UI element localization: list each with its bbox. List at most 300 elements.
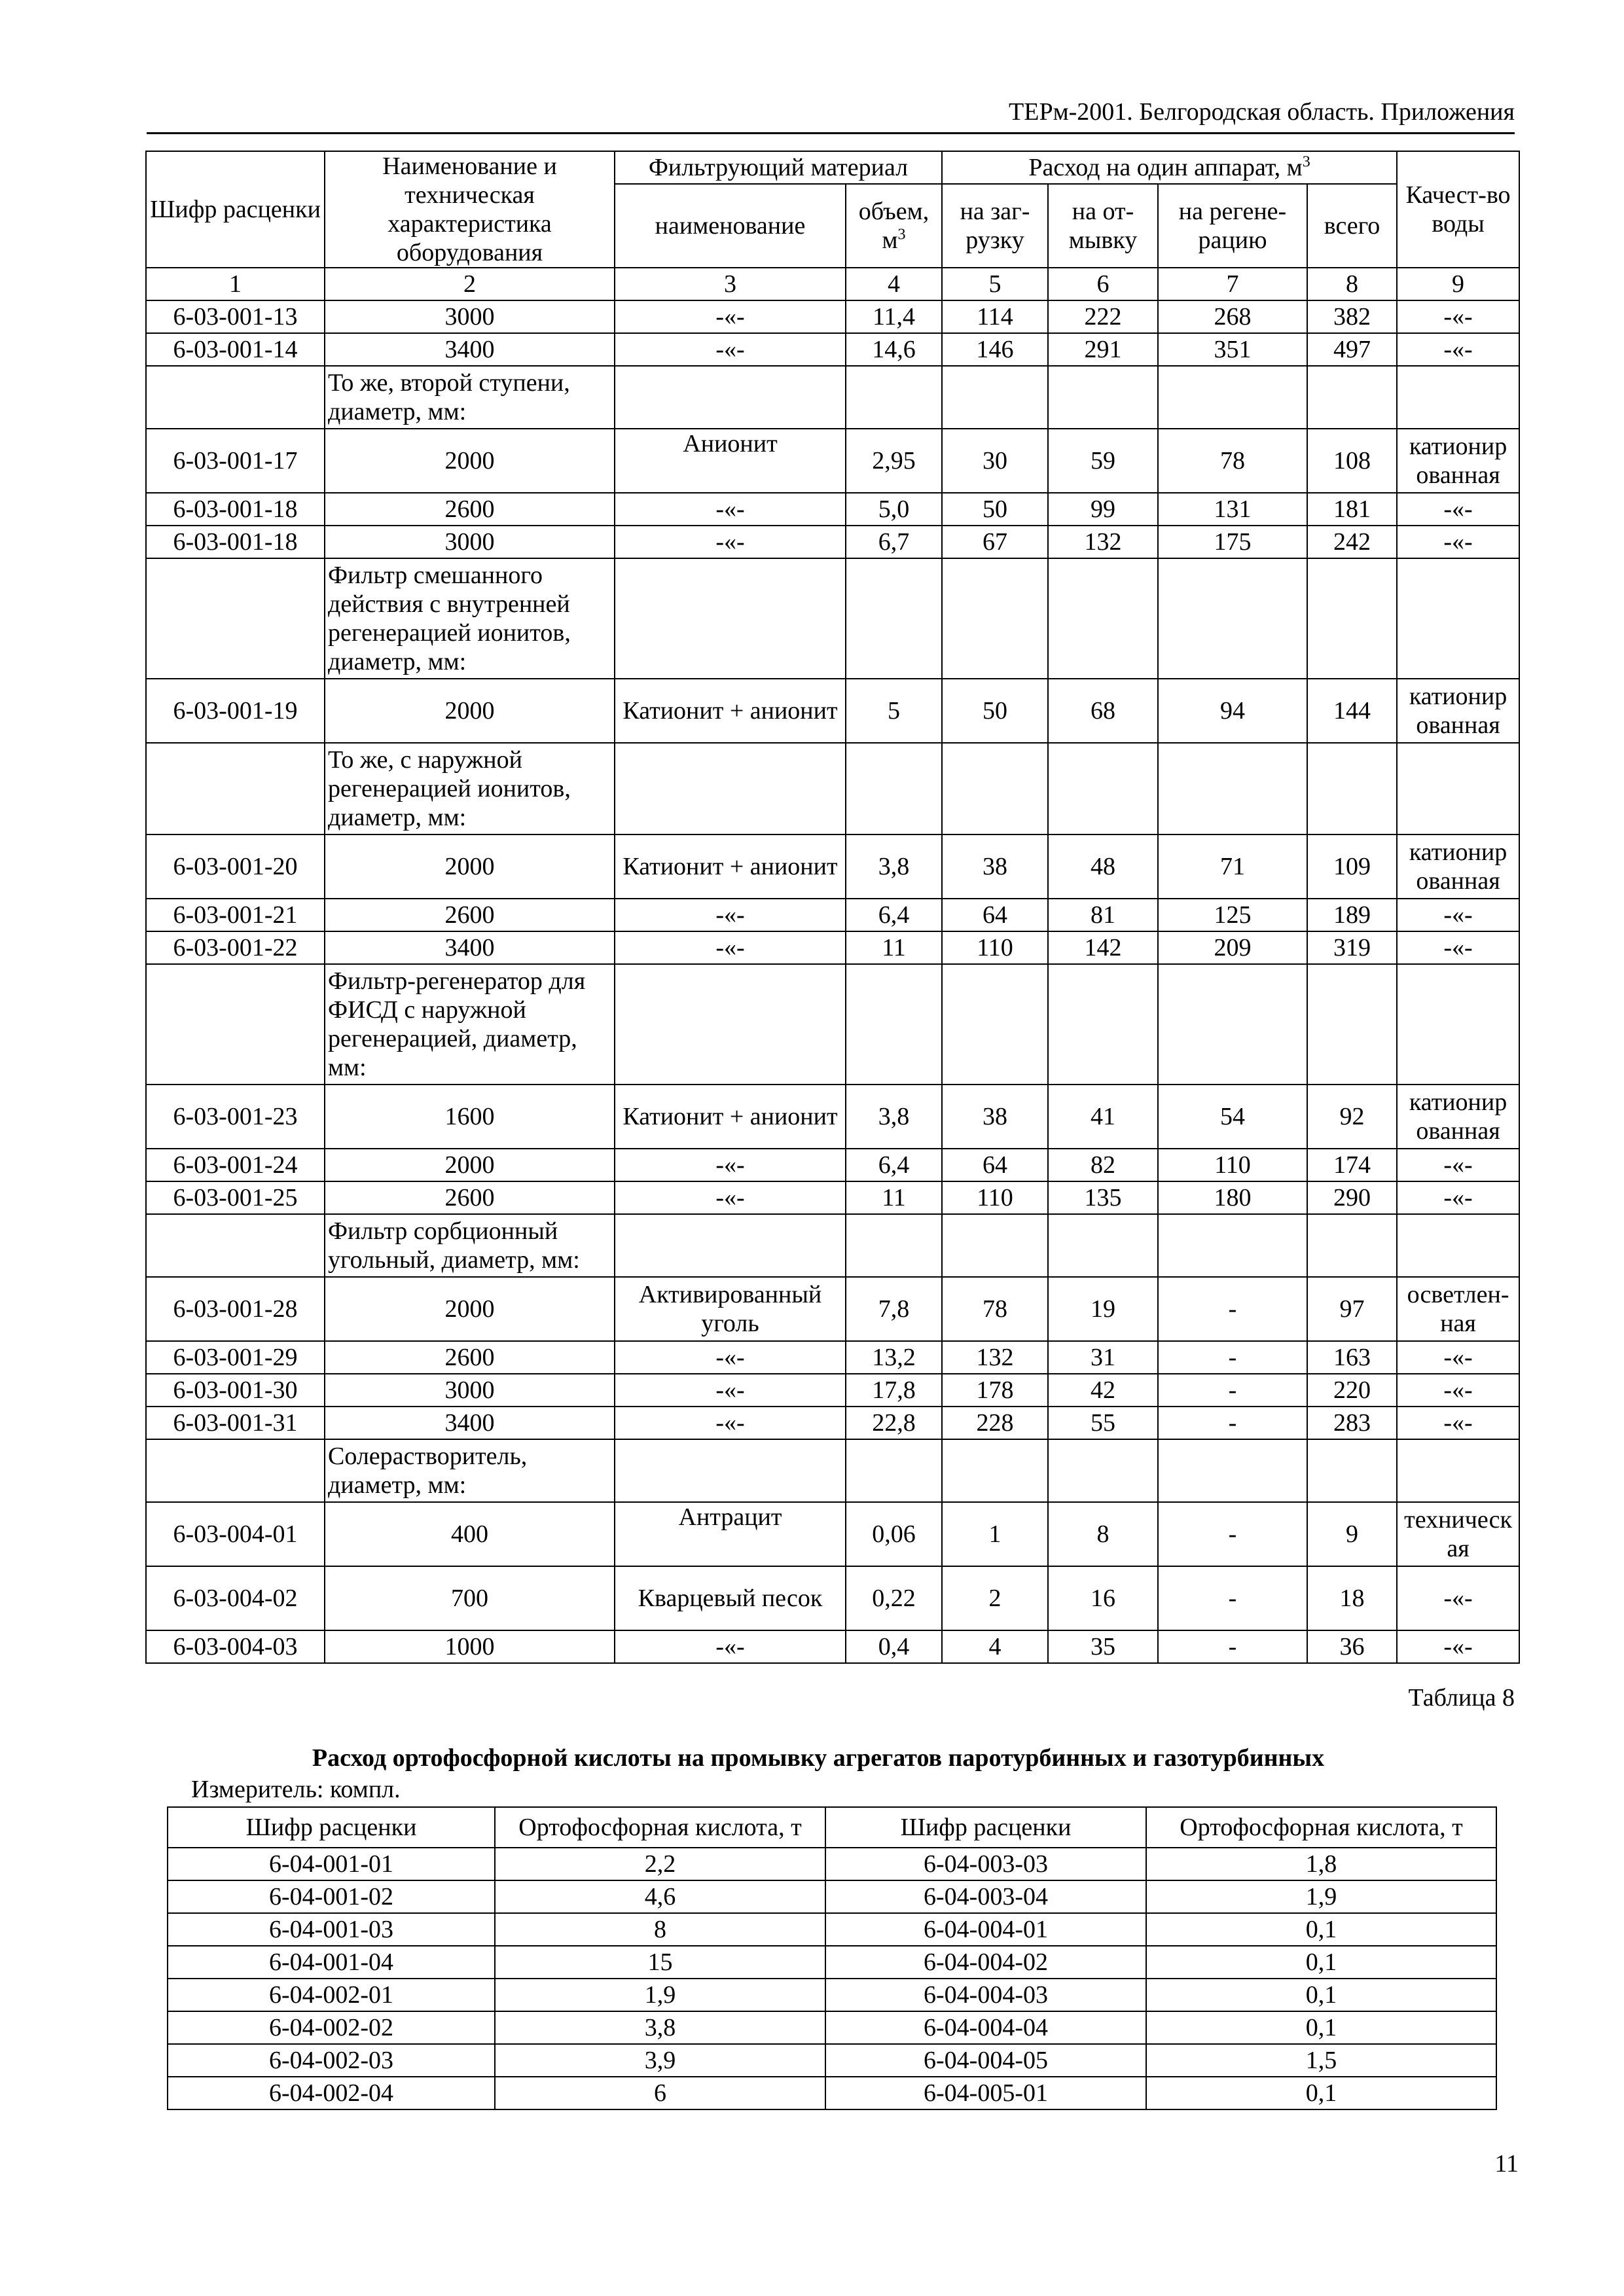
table-row	[146, 1566, 1519, 1630]
t8-code-cell: 6-04-004-02	[825, 1946, 1146, 1979]
washing-cell: 135	[1048, 1181, 1158, 1214]
quality-cell: -«-	[1397, 1374, 1519, 1407]
code-cell: 6-03-004-02	[146, 1566, 325, 1630]
empty-cell	[1158, 743, 1307, 834]
code-cell: 6-03-001-29	[146, 1341, 325, 1374]
empty-cell	[1048, 743, 1158, 834]
table-row	[168, 1880, 1496, 1913]
material-cell: -«-	[615, 1630, 846, 1663]
table-row	[146, 1277, 1519, 1341]
regeneration-cell: 94	[1158, 679, 1307, 743]
total-cell: 382	[1307, 300, 1397, 333]
regeneration-cell: 180	[1158, 1181, 1307, 1214]
total-cell: 290	[1307, 1181, 1397, 1214]
empty-cell	[615, 743, 846, 834]
section-title: Фильтр смешанного действия с внутренней регенерацией ионитов, диаметр, мм:	[325, 558, 615, 679]
t8-code-cell: 6-04-002-01	[168, 1979, 495, 2011]
table-row	[146, 834, 1519, 899]
material-cell: -«-	[615, 493, 846, 526]
column-number: 7	[1158, 268, 1307, 300]
column-number: 2	[325, 268, 615, 300]
volume-cell: 5	[846, 679, 942, 743]
quality-cell: -«-	[1397, 1630, 1519, 1663]
regeneration-cell: 125	[1158, 899, 1307, 931]
total-cell: 36	[1307, 1630, 1397, 1663]
code-cell: 6-03-001-18	[146, 493, 325, 526]
code-cell: 6-03-004-03	[146, 1630, 325, 1663]
washing-cell: 16	[1048, 1566, 1158, 1630]
t8-code-cell: 6-04-004-05	[825, 2044, 1146, 2077]
quality-cell: катионир ованная	[1397, 834, 1519, 899]
table-row	[146, 1085, 1519, 1149]
code-cell: 6-03-001-25	[146, 1181, 325, 1214]
empty-cell	[1397, 558, 1519, 679]
table-row	[146, 1181, 1519, 1214]
column-number-row	[146, 268, 1519, 300]
empty-cell	[1397, 1214, 1519, 1277]
table-row	[168, 1979, 1496, 2011]
empty-cell	[1158, 964, 1307, 1085]
t8-code-cell: 6-04-005-01	[825, 2077, 1146, 2109]
table-row	[146, 1374, 1519, 1407]
header-regeneration: на регене-рацию	[1158, 184, 1307, 268]
regeneration-cell: -	[1158, 1277, 1307, 1341]
material-cell: Кварцевый песок	[615, 1566, 846, 1630]
washing-cell: 222	[1048, 300, 1158, 333]
regeneration-cell: 71	[1158, 834, 1307, 899]
t8-header-code-2: Шифр расценки	[825, 1807, 1146, 1848]
total-cell: 18	[1307, 1566, 1397, 1630]
empty-cell	[846, 964, 942, 1085]
total-cell: 92	[1307, 1085, 1397, 1149]
t8-header-acid-1: Ортофосфорная кислота, т	[495, 1807, 825, 1848]
total-cell: 97	[1307, 1277, 1397, 1341]
quality-cell: -«-	[1397, 300, 1519, 333]
column-number: 8	[1307, 268, 1397, 300]
quality-cell: катионир ованная	[1397, 679, 1519, 743]
regeneration-cell: -	[1158, 1374, 1307, 1407]
total-cell: 283	[1307, 1407, 1397, 1439]
washing-cell: 142	[1048, 931, 1158, 964]
diameter-cell: 2000	[325, 429, 615, 493]
washing-cell: 48	[1048, 834, 1158, 899]
column-number: 4	[846, 268, 942, 300]
regeneration-cell: 209	[1158, 931, 1307, 964]
code-cell: 6-03-001-14	[146, 333, 325, 366]
regeneration-cell: -	[1158, 1407, 1307, 1439]
empty-cell	[1048, 366, 1158, 429]
empty-cell	[1048, 1439, 1158, 1502]
table-row	[168, 1913, 1496, 1946]
loading-cell: 114	[942, 300, 1048, 333]
material-cell: -«-	[615, 300, 846, 333]
table-row	[146, 1407, 1519, 1439]
empty-cell	[1048, 558, 1158, 679]
t8-code-cell: 6-04-002-03	[168, 2044, 495, 2077]
table-row	[146, 1149, 1519, 1181]
table-row	[168, 1946, 1496, 1979]
code-cell: 6-03-001-24	[146, 1149, 325, 1181]
header-filter-material: Фильтрующий материал	[615, 151, 942, 184]
total-cell: 163	[1307, 1341, 1397, 1374]
washing-cell: 31	[1048, 1341, 1158, 1374]
section-row	[146, 558, 1519, 679]
empty-cell	[1397, 743, 1519, 834]
loading-cell: 38	[942, 834, 1048, 899]
empty-cell	[1307, 558, 1397, 679]
loading-cell: 2	[942, 1566, 1048, 1630]
material-cell: Катионит + анионит	[615, 679, 846, 743]
diameter-cell: 3400	[325, 931, 615, 964]
washing-cell: 41	[1048, 1085, 1158, 1149]
empty-cell	[146, 366, 325, 429]
material-cell: Активированный уголь	[615, 1277, 846, 1341]
diameter-cell: 2000	[325, 1149, 615, 1181]
volume-cell: 3,8	[846, 834, 942, 899]
t8-acid-cell: 1,8	[1146, 1848, 1496, 1880]
total-cell: 189	[1307, 899, 1397, 931]
quality-cell: -«-	[1397, 899, 1519, 931]
quality-cell: катионир ованная	[1397, 429, 1519, 493]
diameter-cell: 2600	[325, 1181, 615, 1214]
t8-code-cell: 6-04-004-04	[825, 2011, 1146, 2044]
loading-cell: 4	[942, 1630, 1048, 1663]
header-consumption	[942, 151, 1397, 184]
header-material-name: наименование	[615, 184, 846, 268]
loading-cell: 178	[942, 1374, 1048, 1407]
diameter-cell: 2000	[325, 679, 615, 743]
quality-cell: -«-	[1397, 493, 1519, 526]
code-cell: 6-03-001-30	[146, 1374, 325, 1407]
t8-acid-cell: 0,1	[1146, 1979, 1496, 2011]
code-cell: 6-03-001-21	[146, 899, 325, 931]
empty-cell	[146, 1214, 325, 1277]
total-cell: 144	[1307, 679, 1397, 743]
empty-cell	[1158, 1439, 1307, 1502]
section-row	[146, 964, 1519, 1085]
code-cell: 6-03-001-19	[146, 679, 325, 743]
regeneration-cell: -	[1158, 1630, 1307, 1663]
washing-cell: 19	[1048, 1277, 1158, 1341]
diameter-cell: 700	[325, 1566, 615, 1630]
section-title: Фильтр сорбционный угольный, диаметр, мм:	[325, 1214, 615, 1277]
loading-cell: 50	[942, 679, 1048, 743]
table-row	[146, 429, 1519, 493]
t8-code-cell: 6-04-001-03	[168, 1913, 495, 1946]
total-cell: 220	[1307, 1374, 1397, 1407]
header-rule	[147, 132, 1515, 134]
empty-cell	[942, 558, 1048, 679]
loading-cell: 146	[942, 333, 1048, 366]
regeneration-cell: 110	[1158, 1149, 1307, 1181]
diameter-cell: 400	[325, 1502, 615, 1566]
header-water-quality: Качест-во воды	[1397, 151, 1519, 268]
volume-cell: 0,22	[846, 1566, 942, 1630]
code-cell: 6-03-001-31	[146, 1407, 325, 1439]
washing-cell: 35	[1048, 1630, 1158, 1663]
code-cell: 6-03-004-01	[146, 1502, 325, 1566]
quality-cell: -«-	[1397, 333, 1519, 366]
diameter-cell: 2000	[325, 1277, 615, 1341]
diameter-cell: 2600	[325, 493, 615, 526]
diameter-cell: 3400	[325, 1407, 615, 1439]
t8-acid-cell: 3,9	[495, 2044, 825, 2077]
quality-cell: -«-	[1397, 1341, 1519, 1374]
t8-code-cell: 6-04-001-01	[168, 1848, 495, 1880]
volume-cell: 6,4	[846, 899, 942, 931]
t8-acid-cell: 3,8	[495, 2011, 825, 2044]
material-cell: Катионит + анионит	[615, 1085, 846, 1149]
total-cell: 108	[1307, 429, 1397, 493]
phosphoric-acid-table	[167, 1806, 1497, 2110]
empty-cell	[146, 964, 325, 1085]
t8-acid-cell: 4,6	[495, 1880, 825, 1913]
material-cell: -«-	[615, 1341, 846, 1374]
diameter-cell: 2000	[325, 834, 615, 899]
section-title: Солерастворитель, диаметр, мм:	[325, 1439, 615, 1502]
empty-cell	[846, 558, 942, 679]
t8-acid-cell: 15	[495, 1946, 825, 1979]
material-cell: -«-	[615, 1407, 846, 1439]
header-code: Шифр расценки	[146, 151, 325, 268]
header-consumption-text: Расход на один аппарат, м	[1028, 154, 1303, 181]
page-number: 11	[1494, 2150, 1519, 2178]
diameter-cell: 1000	[325, 1630, 615, 1663]
t8-code-cell: 6-04-004-03	[825, 1979, 1146, 2011]
t8-code-cell: 6-04-001-04	[168, 1946, 495, 1979]
material-cell: Анионит	[615, 429, 846, 493]
material-cell: Катионит + анионит	[615, 834, 846, 899]
table-row	[146, 899, 1519, 931]
washing-cell: 59	[1048, 429, 1158, 493]
table-row	[146, 300, 1519, 333]
volume-cell: 7,8	[846, 1277, 942, 1341]
empty-cell	[846, 366, 942, 429]
code-cell: 6-03-001-20	[146, 834, 325, 899]
quality-cell: -«-	[1397, 931, 1519, 964]
volume-cell: 14,6	[846, 333, 942, 366]
t8-header-code-1: Шифр расценки	[168, 1807, 495, 1848]
t8-code-cell: 6-04-003-03	[825, 1848, 1146, 1880]
t8-acid-cell: 8	[495, 1913, 825, 1946]
code-cell: 6-03-001-22	[146, 931, 325, 964]
t8-acid-cell: 1,5	[1146, 2044, 1496, 2077]
header-equipment: Наименование и техническая характеристика оборудования	[325, 151, 615, 268]
empty-cell	[1048, 964, 1158, 1085]
t8-acid-cell: 1,9	[495, 1979, 825, 2011]
regeneration-cell: -	[1158, 1566, 1307, 1630]
loading-cell: 64	[942, 899, 1048, 931]
volume-cell: 5,0	[846, 493, 942, 526]
material-cell: -«-	[615, 1374, 846, 1407]
t8-acid-cell: 0,1	[1146, 2011, 1496, 2044]
empty-cell	[1307, 1214, 1397, 1277]
header-material-volume-text: объем, м	[858, 198, 929, 254]
quality-cell: -«-	[1397, 1149, 1519, 1181]
table8-title: Расход ортофосфорной кислоты на промывку агрегатов паротурбинных и газотурбинных	[312, 1744, 1325, 1772]
volume-cell: 2,95	[846, 429, 942, 493]
empty-cell	[615, 366, 846, 429]
table-row	[146, 333, 1519, 366]
empty-cell	[1397, 964, 1519, 1085]
empty-cell	[942, 1439, 1048, 1502]
empty-cell	[942, 366, 1048, 429]
total-cell: 242	[1307, 526, 1397, 558]
empty-cell	[1307, 964, 1397, 1085]
loading-cell: 67	[942, 526, 1048, 558]
diameter-cell: 2600	[325, 899, 615, 931]
section-row	[146, 743, 1519, 834]
volume-cell: 0,06	[846, 1502, 942, 1566]
section-row	[146, 1214, 1519, 1277]
t8-code-cell: 6-04-003-04	[825, 1880, 1146, 1913]
diameter-cell: 3000	[325, 300, 615, 333]
empty-cell	[1307, 366, 1397, 429]
loading-cell: 64	[942, 1149, 1048, 1181]
loading-cell: 110	[942, 1181, 1048, 1214]
t8-acid-cell: 6	[495, 2077, 825, 2109]
loading-cell: 30	[942, 429, 1048, 493]
t8-acid-cell: 0,1	[1146, 1913, 1496, 1946]
running-header: ТЕРм-2001. Белгородская область. Приложения	[1009, 98, 1515, 126]
empty-cell	[615, 558, 846, 679]
empty-cell	[615, 964, 846, 1085]
code-cell: 6-03-001-13	[146, 300, 325, 333]
material-cell: -«-	[615, 899, 846, 931]
loading-cell: 132	[942, 1341, 1048, 1374]
t8-acid-cell: 2,2	[495, 1848, 825, 1880]
quality-cell: осветлен-ная	[1397, 1277, 1519, 1341]
table8-unit: Измеритель: компл.	[191, 1776, 401, 1803]
code-cell: 6-03-001-28	[146, 1277, 325, 1341]
t8-acid-cell: 0,1	[1146, 2077, 1496, 2109]
empty-cell	[1158, 558, 1307, 679]
empty-cell	[942, 1214, 1048, 1277]
material-cell: -«-	[615, 526, 846, 558]
empty-cell	[942, 743, 1048, 834]
diameter-cell: 2600	[325, 1341, 615, 1374]
table8-caption: Таблица 8	[1408, 1684, 1515, 1712]
empty-cell	[146, 558, 325, 679]
empty-cell	[615, 1439, 846, 1502]
t8-code-cell: 6-04-002-02	[168, 2011, 495, 2044]
table-row	[146, 679, 1519, 743]
total-cell: 9	[1307, 1502, 1397, 1566]
diameter-cell: 1600	[325, 1085, 615, 1149]
code-cell: 6-03-001-23	[146, 1085, 325, 1149]
regeneration-cell: 131	[1158, 493, 1307, 526]
washing-cell: 82	[1048, 1149, 1158, 1181]
diameter-cell: 3400	[325, 333, 615, 366]
material-cell: Антрацит	[615, 1502, 846, 1566]
regeneration-cell: -	[1158, 1341, 1307, 1374]
section-title: То же, второй ступени, диаметр, мм:	[325, 366, 615, 429]
section-title: То же, с наружной регенерацией ионитов, диаметр, мм:	[325, 743, 615, 834]
regeneration-cell: -	[1158, 1502, 1307, 1566]
volume-cell: 0,4	[846, 1630, 942, 1663]
quality-cell: -«-	[1397, 1407, 1519, 1439]
washing-cell: 291	[1048, 333, 1158, 366]
loading-cell: 50	[942, 493, 1048, 526]
column-number: 5	[942, 268, 1048, 300]
empty-cell	[146, 1439, 325, 1502]
quality-cell: техническ ая	[1397, 1502, 1519, 1566]
empty-cell	[1158, 1214, 1307, 1277]
washing-cell: 81	[1048, 899, 1158, 931]
table-row	[146, 931, 1519, 964]
volume-cell: 11	[846, 931, 942, 964]
column-number: 9	[1397, 268, 1519, 300]
empty-cell	[146, 743, 325, 834]
volume-cell: 3,8	[846, 1085, 942, 1149]
table-row	[168, 2077, 1496, 2109]
quality-cell: катионир ованная	[1397, 1085, 1519, 1149]
empty-cell	[1307, 1439, 1397, 1502]
regeneration-cell: 54	[1158, 1085, 1307, 1149]
loading-cell: 78	[942, 1277, 1048, 1341]
volume-cell: 11,4	[846, 300, 942, 333]
header-loading: на заг-рузку	[942, 184, 1048, 268]
empty-cell	[1048, 1214, 1158, 1277]
column-number: 1	[146, 268, 325, 300]
table-row	[168, 2011, 1496, 2044]
t8-header-acid-2: Ортофосфорная кислота, т	[1146, 1807, 1496, 1848]
table-row	[146, 493, 1519, 526]
t8-code-cell: 6-04-001-02	[168, 1880, 495, 1913]
empty-cell	[1397, 1439, 1519, 1502]
empty-cell	[846, 1439, 942, 1502]
washing-cell: 42	[1048, 1374, 1158, 1407]
volume-cell: 17,8	[846, 1374, 942, 1407]
header-material-volume	[846, 184, 942, 268]
regeneration-cell: 268	[1158, 300, 1307, 333]
total-cell: 109	[1307, 834, 1397, 899]
loading-cell: 1	[942, 1502, 1048, 1566]
empty-cell	[1397, 366, 1519, 429]
washing-cell: 68	[1048, 679, 1158, 743]
section-row	[146, 366, 1519, 429]
t8-acid-cell: 0,1	[1146, 1946, 1496, 1979]
empty-cell	[1158, 366, 1307, 429]
washing-cell: 99	[1048, 493, 1158, 526]
total-cell: 497	[1307, 333, 1397, 366]
quality-cell: -«-	[1397, 1566, 1519, 1630]
section-row	[146, 1439, 1519, 1502]
material-cell: -«-	[615, 1181, 846, 1214]
diameter-cell: 3000	[325, 1374, 615, 1407]
empty-cell	[1307, 743, 1397, 834]
volume-cell: 13,2	[846, 1341, 942, 1374]
quality-cell: -«-	[1397, 1181, 1519, 1214]
loading-cell: 228	[942, 1407, 1048, 1439]
t8-code-cell: 6-04-002-04	[168, 2077, 495, 2109]
section-title: Фильтр-регенератор для ФИСД с наружной регенерацией, диаметр, мм:	[325, 964, 615, 1085]
total-cell: 319	[1307, 931, 1397, 964]
volume-cell: 6,7	[846, 526, 942, 558]
code-cell: 6-03-001-17	[146, 429, 325, 493]
washing-cell: 55	[1048, 1407, 1158, 1439]
column-number: 3	[615, 268, 846, 300]
table-row	[146, 526, 1519, 558]
t8-acid-cell: 1,9	[1146, 1880, 1496, 1913]
table-row	[146, 1502, 1519, 1566]
header-consumption-sup: 3	[1302, 153, 1310, 171]
empty-cell	[846, 1214, 942, 1277]
regeneration-cell: 78	[1158, 429, 1307, 493]
material-cell: -«-	[615, 333, 846, 366]
volume-cell: 22,8	[846, 1407, 942, 1439]
regeneration-cell: 351	[1158, 333, 1307, 366]
